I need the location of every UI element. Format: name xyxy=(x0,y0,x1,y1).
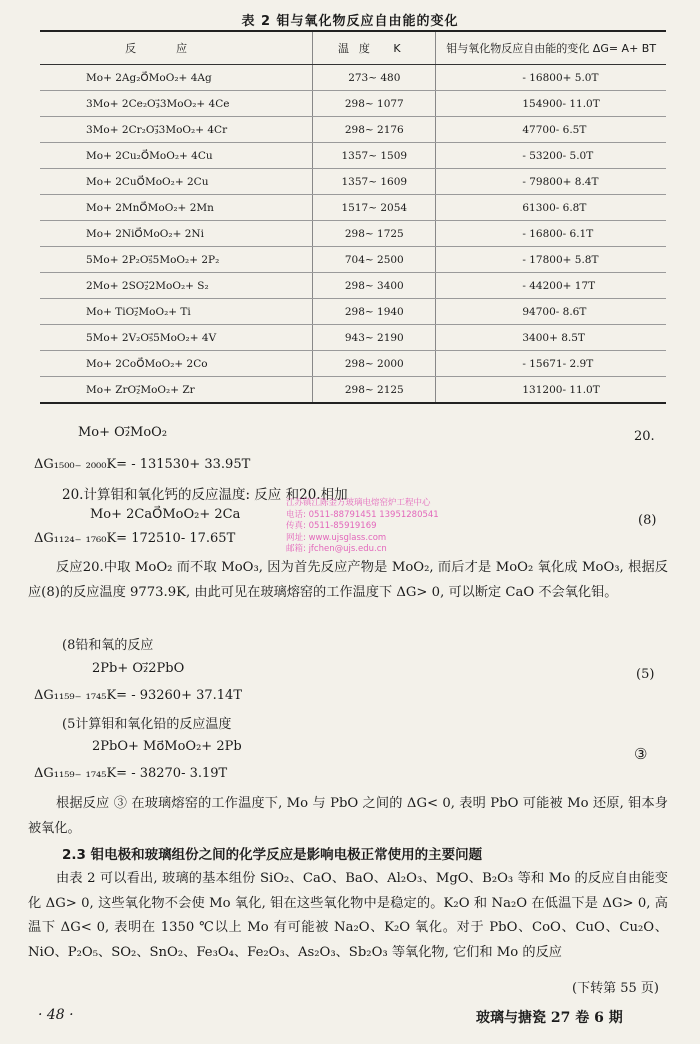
cell-reaction: Mo+ 2Cu₂O⃗MoO₂+ 4Cu xyxy=(40,143,313,169)
cell-temperature: 298~ 1725 xyxy=(313,221,436,247)
table-row xyxy=(40,247,666,273)
equation-dg: ΔG₁₅₀₀₋ ₂₀₀₀K= - 131530+ 33.95T xyxy=(34,457,251,472)
table-row xyxy=(40,221,666,247)
cell-free-energy: 47700- 6.5T xyxy=(436,117,666,143)
equation-number: (5) xyxy=(636,667,655,682)
paragraph: 根据反应 ③ 在玻璃熔窑的工作温度下, Mo 与 PbO 之间的 ΔG< 0, 表明 PbO 可能被 Mo 还原, 钼本身被氧化。 xyxy=(28,796,668,836)
cell-free-energy: 94700- 8.6T xyxy=(436,299,666,325)
cell-reaction: Mo+ ZrO₂⃗MoO₂+ Zr xyxy=(40,377,313,404)
subheading: (5计算钼和氧化铅的反应温度 xyxy=(62,717,232,732)
table-row xyxy=(40,143,666,169)
cell-reaction: Mo+ 2CoO⃗MoO₂+ 2Co xyxy=(40,351,313,377)
cell-temperature: 1357~ 1609 xyxy=(313,169,436,195)
reaction-table xyxy=(40,30,666,404)
equation-number: ③ xyxy=(634,745,648,763)
header-reaction: 反应 xyxy=(40,31,313,65)
equation-number: 20. xyxy=(634,429,655,444)
cell-reaction: Mo+ 2MnO⃗MoO₂+ 2Mn xyxy=(40,195,313,221)
cell-temperature: 273~ 480 xyxy=(313,65,436,91)
cell-temperature: 1357~ 1509 xyxy=(313,143,436,169)
stamp-line: 电话: 0511-88791451 13951280541 xyxy=(286,509,439,520)
cell-reaction: Mo+ TiO₂⃗MoO₂+ Ti xyxy=(40,299,313,325)
stamp-line: 传真: 0511-85919169 xyxy=(286,521,377,531)
stamp-line: 邮箱: jfchen@ujs.edu.cn xyxy=(286,544,387,554)
cell-free-energy: - 15671- 2.9T xyxy=(436,351,666,377)
table-caption: 表 2 钼与氧化物反应自由能的变化 xyxy=(241,14,459,29)
page-number: · 48 · xyxy=(38,1007,74,1023)
table-row xyxy=(40,195,666,221)
cell-free-energy: - 79800+ 8.4T xyxy=(436,169,666,195)
cell-temperature: 298~ 2176 xyxy=(313,117,436,143)
table-row xyxy=(40,325,666,351)
table-header-row xyxy=(40,31,666,65)
section-heading: 2.3 钼电极和玻璃组份之间的化学反应是影响电极正常使用的主要问题 xyxy=(62,847,483,863)
cell-temperature: 298~ 1077 xyxy=(313,91,436,117)
table-row xyxy=(40,377,666,404)
equation-mo-o2: Mo+ O₂⃗MoO₂ xyxy=(78,425,168,440)
header-free-energy: 钼与氧化物反应自由能的变化 ΔG= A+ BT xyxy=(436,31,666,65)
table-row xyxy=(40,351,666,377)
equation-dg: ΔG₁₁₅₉₋ ₁₇₄₅K= - 93260+ 37.14T xyxy=(34,688,242,703)
cell-free-energy: 3400+ 8.5T xyxy=(436,325,666,351)
cell-free-energy: 131200- 11.0T xyxy=(436,377,666,404)
journal-name: 玻璃与搪瓷 27 卷 6 期 xyxy=(476,1010,623,1026)
table-row xyxy=(40,273,666,299)
cell-temperature: 298~ 2125 xyxy=(313,377,436,404)
cell-free-energy: - 44200+ 17T xyxy=(436,273,666,299)
table-row xyxy=(40,65,666,91)
cell-reaction: 2Mo+ 2SO₂⃗2MoO₂+ S₂ xyxy=(40,273,313,299)
equation-number: (8) xyxy=(638,513,657,528)
cell-reaction: Mo+ 2CuO⃗MoO₂+ 2Cu xyxy=(40,169,313,195)
table-row xyxy=(40,299,666,325)
cell-reaction: 5Mo+ 2V₂O₅⃗5MoO₂+ 4V xyxy=(40,325,313,351)
cell-temperature: 298~ 3400 xyxy=(313,273,436,299)
cell-free-energy: - 53200- 5.0T xyxy=(436,143,666,169)
subheading: (8铅和氧的反应 xyxy=(62,638,154,653)
stamp-line: 网址: www.ujsglass.com xyxy=(286,532,387,543)
equation-mo-cao: Mo+ 2CaO⃗MoO₂+ 2Ca xyxy=(90,507,241,522)
cell-reaction: Mo+ 2NiO⃗MoO₂+ 2Ni xyxy=(40,221,313,247)
cell-temperature: 298~ 2000 xyxy=(313,351,436,377)
cell-reaction: 3Mo+ 2Ce₂O₃⃗3MoO₂+ 4Ce xyxy=(40,91,313,117)
continued-note: (下转第 55 页) xyxy=(572,981,659,996)
equation-pbo-mo: 2PbO+ Mo⃗MoO₂+ 2Pb xyxy=(92,739,242,754)
cell-reaction: 5Mo+ 2P₂O₅⃗5MoO₂+ 2P₂ xyxy=(40,247,313,273)
cell-temperature: 704~ 2500 xyxy=(313,247,436,273)
cell-temperature: 298~ 1940 xyxy=(313,299,436,325)
equation-dg: ΔG₁₁₅₉₋ ₁₇₄₅K= - 38270- 3.19T xyxy=(34,766,228,781)
paragraph: 由表 2 可以看出, 玻璃的基本组份 SiO₂、CaO、BaO、Al₂O₃、MgO、B₂O₃ 等和 Mo 的反应自由能变化 ΔG> 0, 这些氧化物不会使 Mo 氧化, 钼在这些氧化物中是稳定的。K₂O 和 Na₂O 在低温下是 ΔG> 0, 高温下 ΔG< 0, 表明在 1350 ℃以上 Mo 有可能被 Na₂O、K₂O 氧化。对于 PbO、CoO、CuO、Cu₂O、NiO、P₂O₅、SO₂、SnO₂、Fe₃O₄、Fe₂O₃、As₂O₃、Sb₂O₃ 等氧化物, 它们和 Mo 的反应 xyxy=(28,871,668,960)
cell-free-energy: - 16800- 6.1T xyxy=(436,221,666,247)
paragraph: 反应20.中取 MoO₂ 而不取 MoO₃, 因为首先反应产物是 MoO₂, 而后才是 MoO₂ 氧化成 MoO₃, 根据反应(8)的反应温度 9773.9K, 由此可见在玻璃熔窑的工作温度下 ΔG> 0, 可以断定 CaO 不会氧化钼。 xyxy=(28,560,668,600)
table-row xyxy=(40,117,666,143)
cell-free-energy: - 16800+ 5.0T xyxy=(436,65,666,91)
calc-line: 20.计算钼和氧化钙的反应温度: 反应 和20.相加 xyxy=(62,487,348,503)
cell-reaction: Mo+ 2Ag₂O⃗MoO₂+ 4Ag xyxy=(40,65,313,91)
cell-free-energy: - 17800+ 5.8T xyxy=(436,247,666,273)
cell-temperature: 943~ 2190 xyxy=(313,325,436,351)
stamp-line: 江苏镇江陈金方玻璃电熔窑炉工程中心 xyxy=(286,498,431,508)
equation-dg: ΔG₁₁₂₄₋ ₁₇₆₀K= 172510- 17.65T xyxy=(34,531,236,546)
cell-free-energy: 61300- 6.8T xyxy=(436,195,666,221)
table-row xyxy=(40,91,666,117)
cell-reaction: 3Mo+ 2Cr₂O₃⃗3MoO₂+ 4Cr xyxy=(40,117,313,143)
cell-temperature: 1517~ 2054 xyxy=(313,195,436,221)
equation-pb-o2: 2Pb+ O₂⃗2PbO xyxy=(92,661,185,676)
contact-stamp xyxy=(286,498,501,556)
cell-free-energy: 154900- 11.0T xyxy=(436,91,666,117)
header-temperature: 温度 K xyxy=(313,31,436,65)
table-row xyxy=(40,169,666,195)
